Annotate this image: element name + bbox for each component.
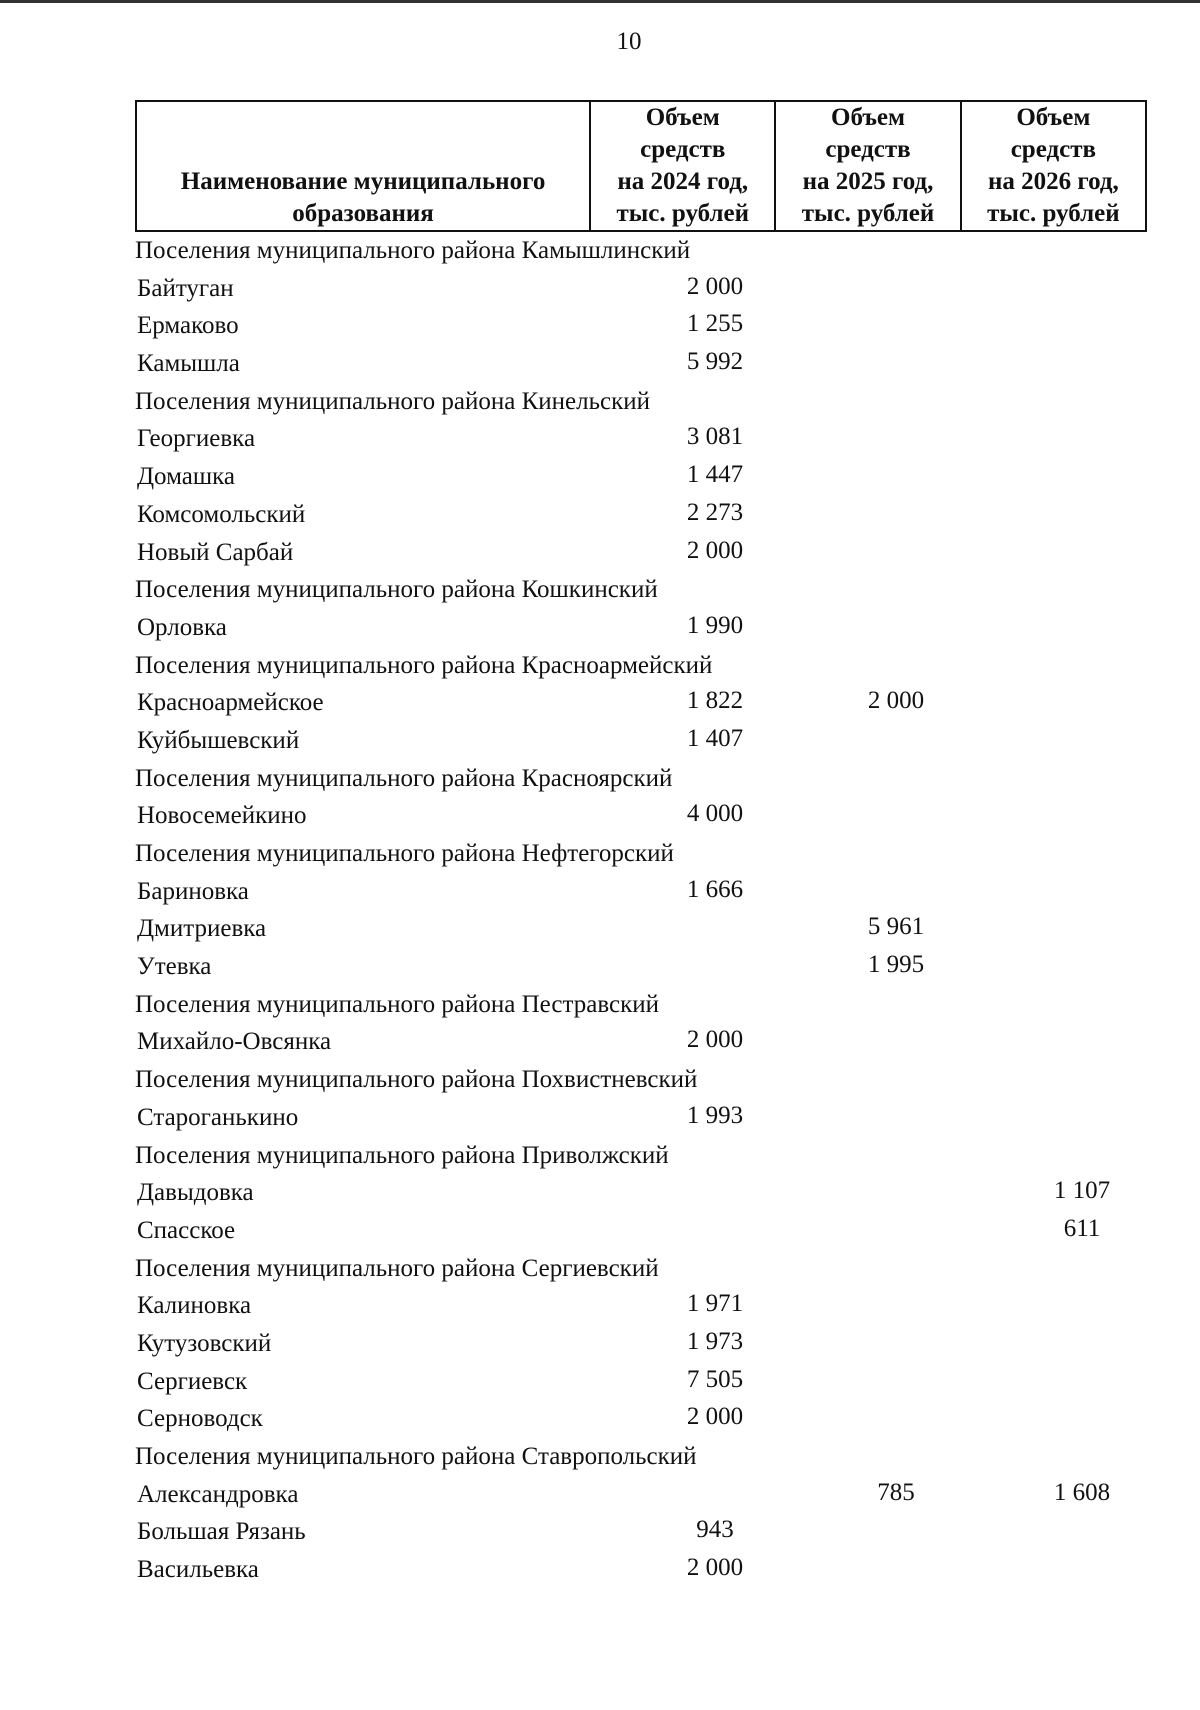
district-group-row <box>135 233 1147 271</box>
district-group-row <box>135 384 1147 422</box>
table-row <box>135 610 1147 648</box>
value-2024: 1 822 <box>686 687 744 715</box>
district-group-row <box>135 1251 1147 1289</box>
district-group-label: Поселения муниципального района Похвистневский <box>135 1066 698 1094</box>
table-row <box>135 874 1147 912</box>
value-2024: 1 993 <box>686 1101 744 1129</box>
settlement-name: Новосемейкино <box>137 802 307 830</box>
district-group-label: Поселения муниципального района Кошкинский <box>135 576 658 604</box>
table-row <box>135 685 1147 723</box>
settlement-name: Серноводск <box>137 1405 263 1433</box>
value-2024: 1 447 <box>686 461 744 489</box>
settlement-name: Давыдовка <box>137 1179 254 1207</box>
table-row <box>135 1213 1147 1251</box>
district-group-label: Поселения муниципального района Камышлинский <box>135 237 691 264</box>
value-2024: 2 000 <box>686 1026 744 1054</box>
settlement-name: Утевка <box>137 953 212 981</box>
district-group-label: Поселения муниципального района Красноярский <box>135 764 673 792</box>
settlement-name: Домашка <box>137 463 235 491</box>
value-2024: 5 992 <box>686 348 744 376</box>
district-group-label: Поселения муниципального района Красноармейский <box>135 651 713 679</box>
value-2024: 4 000 <box>686 800 744 828</box>
value-2024: 1 666 <box>686 875 744 903</box>
district-group-label: Поселения муниципального района Ставропольский <box>135 1443 697 1470</box>
table-row <box>135 723 1147 761</box>
value-2024: 1 973 <box>686 1327 744 1355</box>
value-2026: 611 <box>1063 1214 1101 1242</box>
value-2024: 7 505 <box>686 1365 744 1393</box>
table-row <box>135 911 1147 949</box>
value-2025: 5 961 <box>867 913 925 941</box>
table-row <box>135 346 1147 384</box>
settlement-name: Сергиевск <box>137 1367 248 1395</box>
table-row <box>135 1175 1147 1213</box>
district-group-row <box>135 761 1147 799</box>
table-row <box>135 1514 1147 1552</box>
district-group-label: Поселения муниципального района Сергиевский <box>135 1254 659 1282</box>
value-2024: 2 000 <box>686 272 744 300</box>
table-row <box>135 1364 1147 1402</box>
table-header <box>135 100 1147 232</box>
settlement-name: Кутузовский <box>137 1329 272 1357</box>
district-group-label: Поселения муниципального района Кинельский <box>135 387 651 415</box>
value-2024: 3 081 <box>686 423 744 451</box>
district-group-row <box>135 836 1147 874</box>
header-volume-2024: Объем средств на 2024 год, тыс. рублей <box>590 101 775 231</box>
header-volume-2026: Объем средств на 2026 год, тыс. рублей <box>961 101 1146 231</box>
table-row <box>135 1401 1147 1439</box>
settlement-name: Староганькино <box>137 1103 299 1131</box>
settlement-name: Александровка <box>137 1480 299 1508</box>
district-group-label: Поселения муниципального района Приволжский <box>135 1141 669 1169</box>
page-number: 10 <box>616 28 642 55</box>
settlement-name: Красноармейское <box>137 689 324 717</box>
table-row <box>135 1288 1147 1326</box>
value-2024: 943 <box>696 1516 734 1544</box>
settlement-name: Новый Сарбай <box>137 538 294 566</box>
settlement-name: Дмитриевка <box>137 915 267 943</box>
value-2024: 2 273 <box>686 498 744 526</box>
table-row <box>135 535 1147 573</box>
settlement-name: Камышла <box>137 350 240 378</box>
table-row <box>135 1024 1147 1062</box>
value-2025: 785 <box>877 1478 915 1506</box>
district-group-row <box>135 648 1147 686</box>
table-row <box>135 1100 1147 1138</box>
value-2024: 1 407 <box>686 724 744 752</box>
value-2024: 2 000 <box>686 1554 744 1582</box>
district-group-row <box>135 987 1147 1025</box>
settlement-name: Георгиевка <box>137 425 256 453</box>
settlement-name: Михайло-Овсянка <box>137 1028 332 1056</box>
settlement-name: Васильевка <box>137 1556 259 1584</box>
value-2026: 1 107 <box>1053 1177 1111 1205</box>
table-row <box>135 421 1147 459</box>
table-row <box>135 949 1147 987</box>
district-group-label: Поселения муниципального района Пестравский <box>135 990 659 1018</box>
value-2025: 1 995 <box>867 951 925 979</box>
value-2024: 2 000 <box>686 1403 744 1431</box>
settlement-name: Спасское <box>137 1216 236 1244</box>
settlement-name: Большая Рязань <box>137 1518 306 1546</box>
settlement-name: Куйбышевский <box>137 726 300 754</box>
district-group-row <box>135 1062 1147 1100</box>
value-2024: 1 990 <box>686 611 744 639</box>
value-2024: 1 255 <box>686 310 744 338</box>
header-volume-2025: Объем средств на 2025 год, тыс. рублей <box>775 101 960 231</box>
settlement-name: Комсомольский <box>137 500 306 528</box>
table-body <box>135 233 1147 1590</box>
value-2026: 1 608 <box>1053 1478 1111 1506</box>
value-2024: 2 000 <box>686 536 744 564</box>
value-2024: 1 971 <box>686 1290 744 1318</box>
table-row <box>135 1477 1147 1515</box>
table-row <box>135 308 1147 346</box>
header-municipality-name: Наименование муниципального образования <box>136 101 590 231</box>
table-row <box>135 1552 1147 1590</box>
settlement-name: Ермаково <box>137 312 239 340</box>
settlement-name: Байтуган <box>137 274 234 302</box>
district-group-row <box>135 572 1147 610</box>
table-row <box>135 459 1147 497</box>
district-group-label: Поселения муниципального района Нефтегорский <box>135 840 674 867</box>
table-row <box>135 1326 1147 1364</box>
settlement-name: Бариновка <box>137 877 249 905</box>
settlement-name: Орловка <box>137 613 227 641</box>
table-row <box>135 497 1147 535</box>
district-group-row <box>135 1138 1147 1176</box>
top-rule <box>0 0 1200 3</box>
value-2025: 2 000 <box>867 687 925 715</box>
table-row <box>135 271 1147 309</box>
settlement-name: Калиновка <box>137 1292 252 1320</box>
table-row <box>135 798 1147 836</box>
district-group-row <box>135 1439 1147 1477</box>
